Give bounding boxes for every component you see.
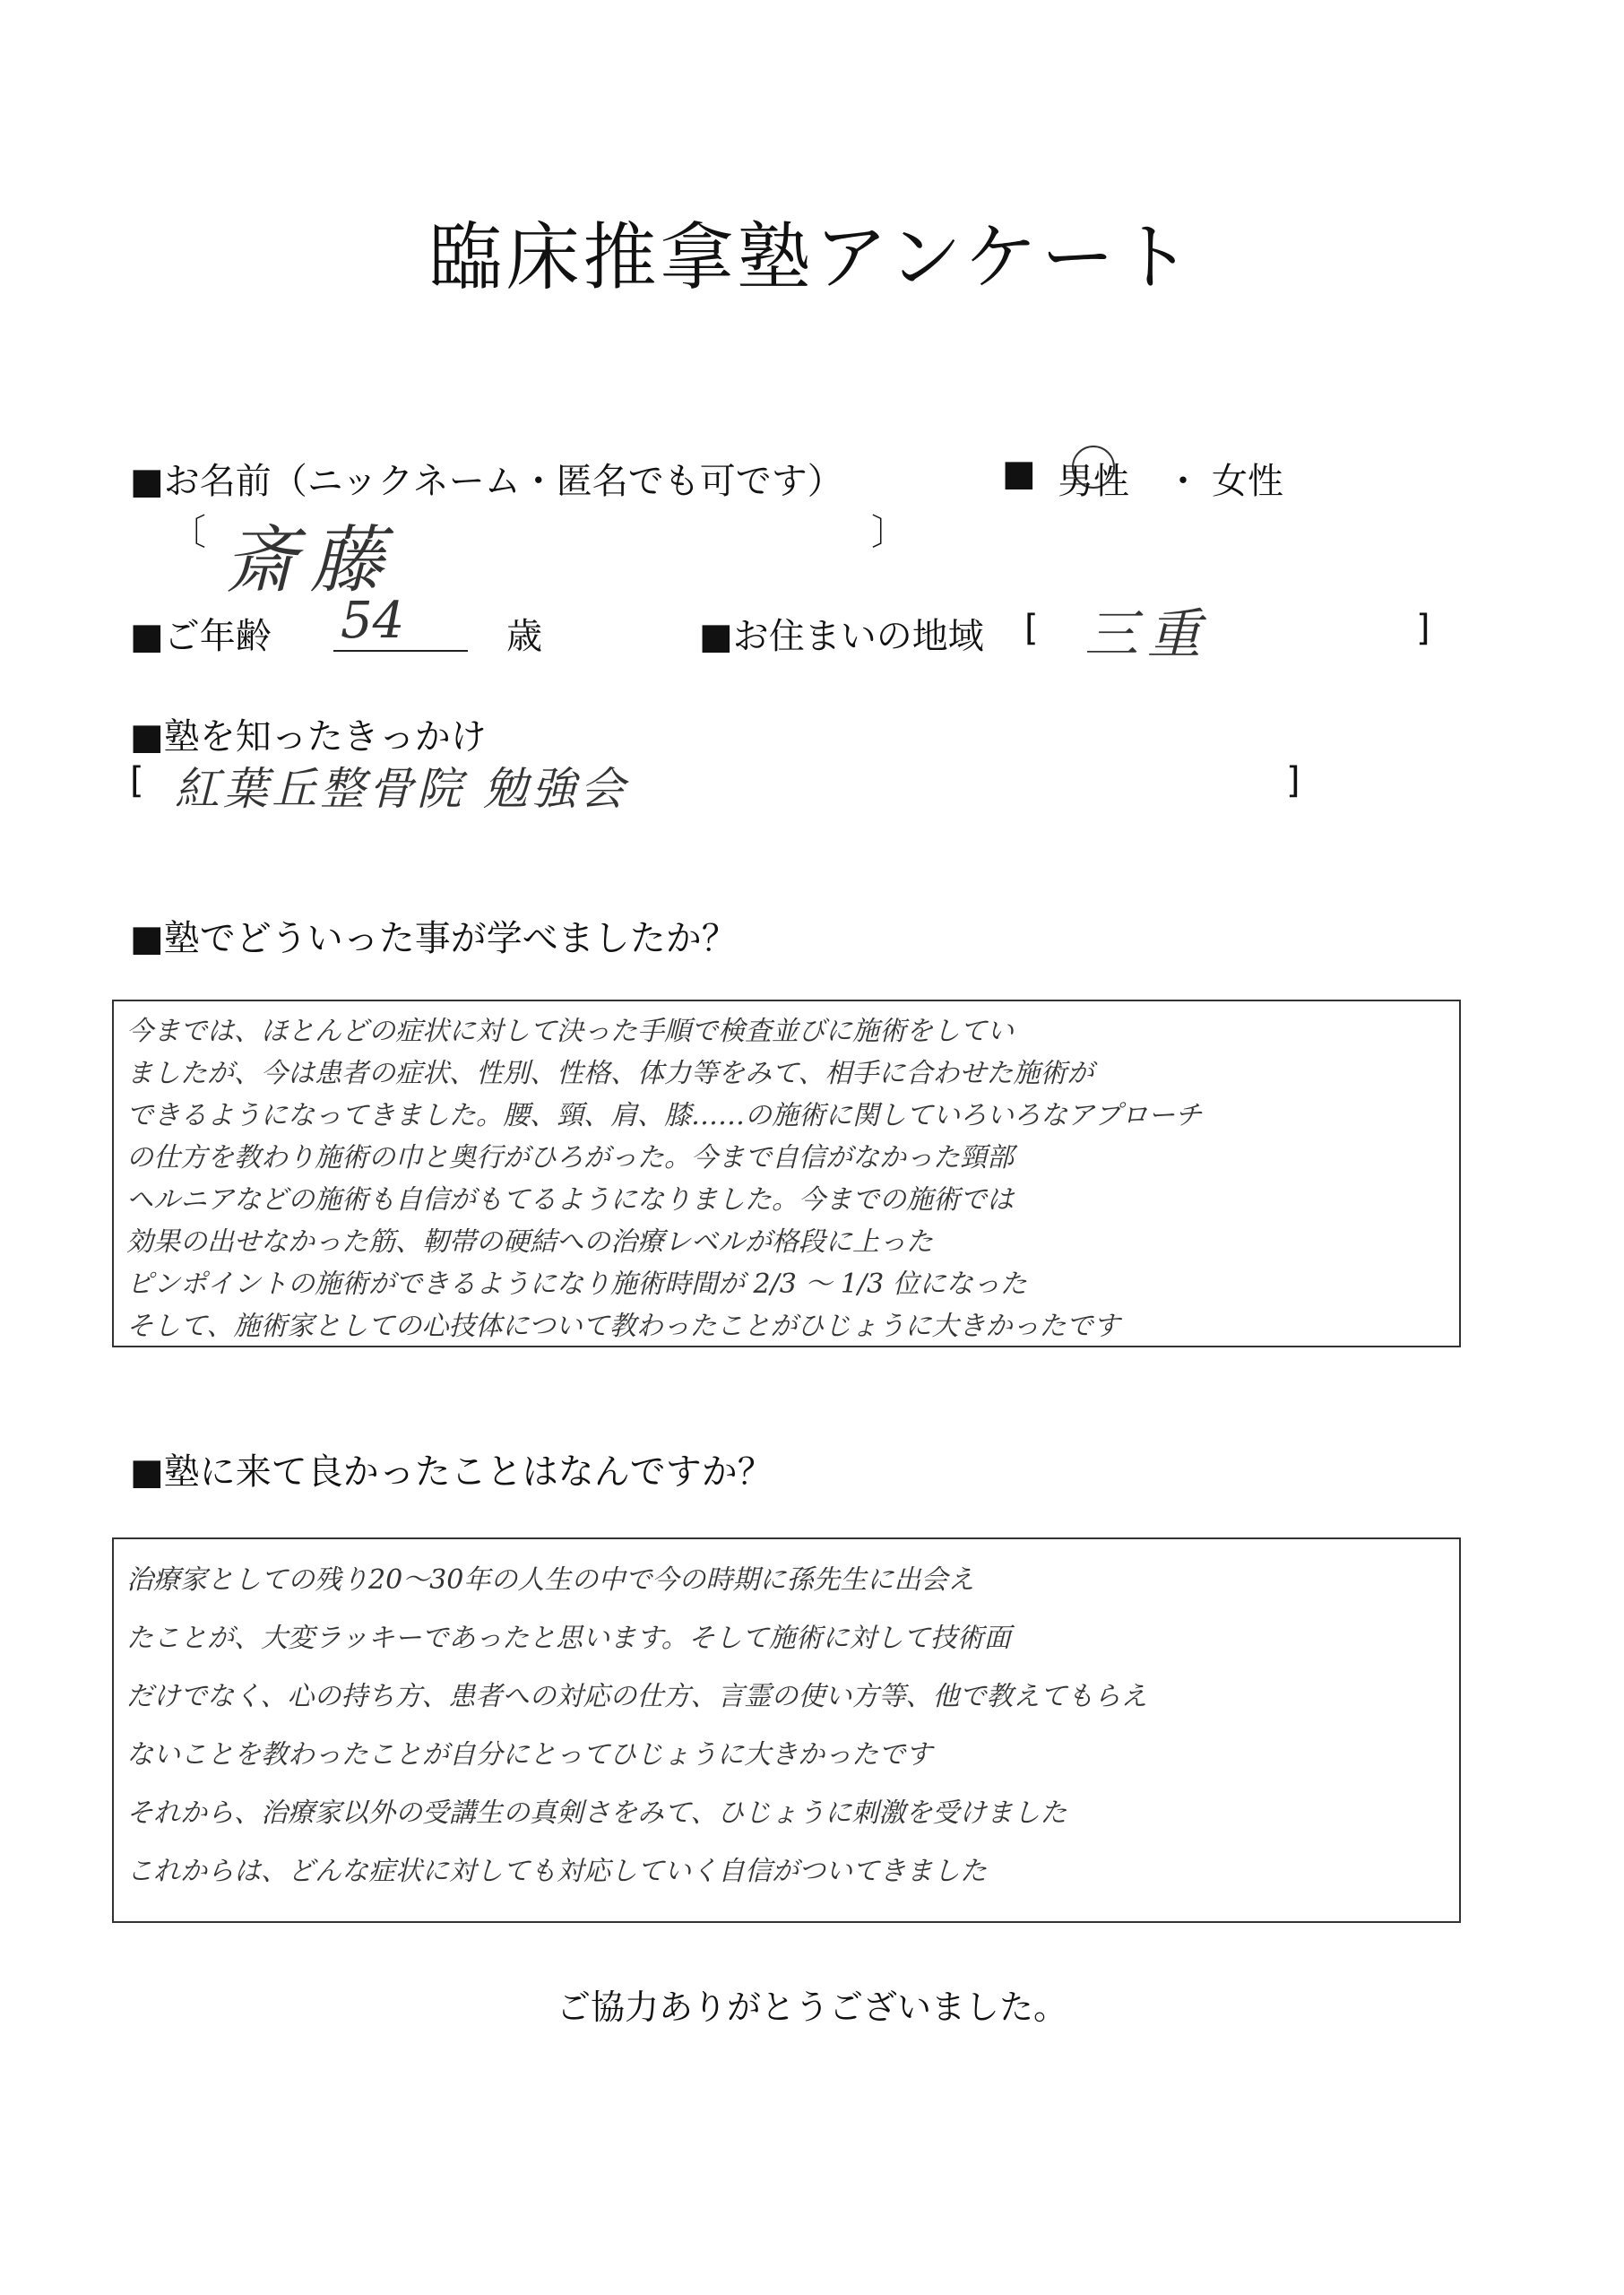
name-open-bracket: 〔 xyxy=(170,512,206,553)
learned-line: 今までは、ほとんどの症状に対して決った手順で検査並びに施術をしてい xyxy=(126,1016,1014,1047)
learned-line: ましたが、今は患者の症状、性別、性格、体力等をみて、相手に合わせた施術が xyxy=(126,1058,1094,1089)
trigger-label: ■塾を知ったきっかけ xyxy=(130,716,487,758)
learned-line: できるようになってきました。腰、頸、肩、膝……の施術に関していろいろなアプローチ xyxy=(126,1100,1202,1131)
footer-thanks: ご協力ありがとうございました。 xyxy=(556,1988,1067,2027)
region-open-bracket: [ xyxy=(1024,608,1039,649)
good-line: たことが、大変ラッキーであったと思います。そして施術に対して技術面 xyxy=(126,1623,1011,1654)
learned-line: そして、施術家としての心技体について教わったことがひじょうに大きかったです xyxy=(126,1311,1120,1342)
trigger-open-bracket: [ xyxy=(130,760,144,801)
region-label: ■お住まいの地域 xyxy=(699,616,984,657)
gender-female: 女性 xyxy=(1212,461,1283,502)
good-line: だけでなく、心の持ち方、患者への対応の仕方、言霊の使い方等、他で教えてもらえ xyxy=(126,1681,1148,1712)
region-close-bracket: ] xyxy=(1416,608,1430,649)
gender-marker: ■ xyxy=(1002,453,1036,494)
good-line: これからは、どんな症状に対しても対応していく自信がついてきました xyxy=(126,1856,987,1887)
learned-line: ヘルニアなどの施術も自信がもてるようになりました。今までの施術では xyxy=(126,1184,1014,1216)
gender-male: 男性 xyxy=(1058,461,1129,502)
learned-label: ■塾でどういった事が学べましたか？ xyxy=(130,918,738,959)
trigger-value: 紅葉丘整骨院 勉強会 xyxy=(175,763,628,815)
learned-line: 効果の出せなかった筋、靭帯の硬結への治療レベルが格段に上った xyxy=(126,1226,933,1258)
good-answer-box xyxy=(112,1537,1461,1923)
region-value: 三重 xyxy=(1084,603,1210,666)
learned-answer-box xyxy=(112,1000,1461,1347)
good-line: それから、治療家以外の受講生の真剣さをみて、ひじょうに刺激を受けました xyxy=(126,1797,1067,1829)
gender-separator: ・ xyxy=(1165,461,1201,502)
name-value: 斎藤 xyxy=(224,518,396,603)
good-line: ないことを教わったことが自分にとってひじょうに大きかったです xyxy=(126,1739,933,1771)
learned-line: の仕方を教わり施術の巾と奥行がひろがった。今まで自信がなかった頸部 xyxy=(126,1142,1014,1173)
name-close-bracket: 〕 xyxy=(871,512,907,553)
learned-line: ピンポイントの施術ができるようになり施術時間が 2/3 〜 1/3 位になった xyxy=(126,1269,1027,1300)
name-label: ■お名前（ニックネーム・匿名でも可です） xyxy=(130,461,843,502)
age-unit: 歳 xyxy=(506,616,542,657)
good-line: 治療家としての残り20〜30年の人生の中で今の時期に孫先生に出会え xyxy=(126,1564,975,1596)
page-title: 臨床推拿塾アンケート xyxy=(428,215,1196,300)
good-label: ■塾に来て良かったことはなんですか？ xyxy=(130,1451,773,1493)
age-underline xyxy=(333,650,468,652)
age-label: ■ご年齢 xyxy=(130,616,272,657)
age-value: 54 xyxy=(341,592,405,650)
trigger-close-bracket: ] xyxy=(1286,760,1300,801)
